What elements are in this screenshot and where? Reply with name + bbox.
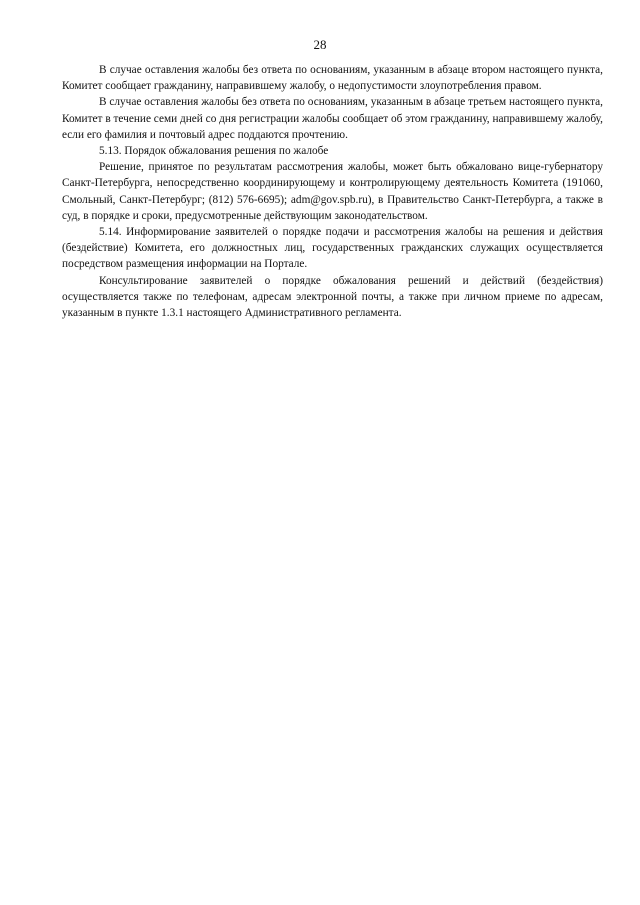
- paragraph-no-answer-third-notice: В случае оставления жалобы без ответа по основаниям, указанным в абзаце третьем настоящего пункта, Комитет в течение семи дней со дня регистрации жалобы сообщает об этом гражданину, направившему жалобу, если его фамилия и почтовый адрес поддаются прочтению.: [62, 96, 603, 141]
- paragraph-consulting: Консультирование заявителей о порядке обжалования решений и действий (бездействия) осуществляется также по телефонам, адресам электронной почты, а также при личном приеме по адресам, указанным в пункте 1.3.1 настоящего Административного регламента.: [62, 274, 603, 320]
- section-heading-5-13: 5.13. Порядок обжалования решения по жалобе: [99, 145, 329, 158]
- paragraph-no-answer-second-abuse: В случае оставления жалобы без ответа по основаниям, указанным в абзаце втором настоящего пункта, Комитет сообщает гражданину, направившему жалобу, о недопустимости злоупотребления правом.: [62, 64, 603, 93]
- paragraph-appeal-decision: Решение, принятое по результатам рассмотрения жалобы, может быть обжаловано вице-губернатору Санкт-Петербурга, непосредственно координирующему и контролирующему деятельность Комитета (191060, Смольный, Санкт-Петербург; (812) 576-6695); adm@gov.spb.ru), в Правительство Санкт-Петербурга, а также в суд, в порядке и сроки, предусмотренные действующим законодательством.: [62, 161, 603, 222]
- paragraph-5-14-informing: 5.14. Информирование заявителей о порядке подачи и рассмотрения жалобы на решения и действия (бездействие) Комитета, его должностных лиц, государственных гражданских служащих осуществляется посредством размещения информации на Портале.: [62, 226, 603, 271]
- page-number: 28: [313, 37, 327, 52]
- document-body: [62, 62, 603, 321]
